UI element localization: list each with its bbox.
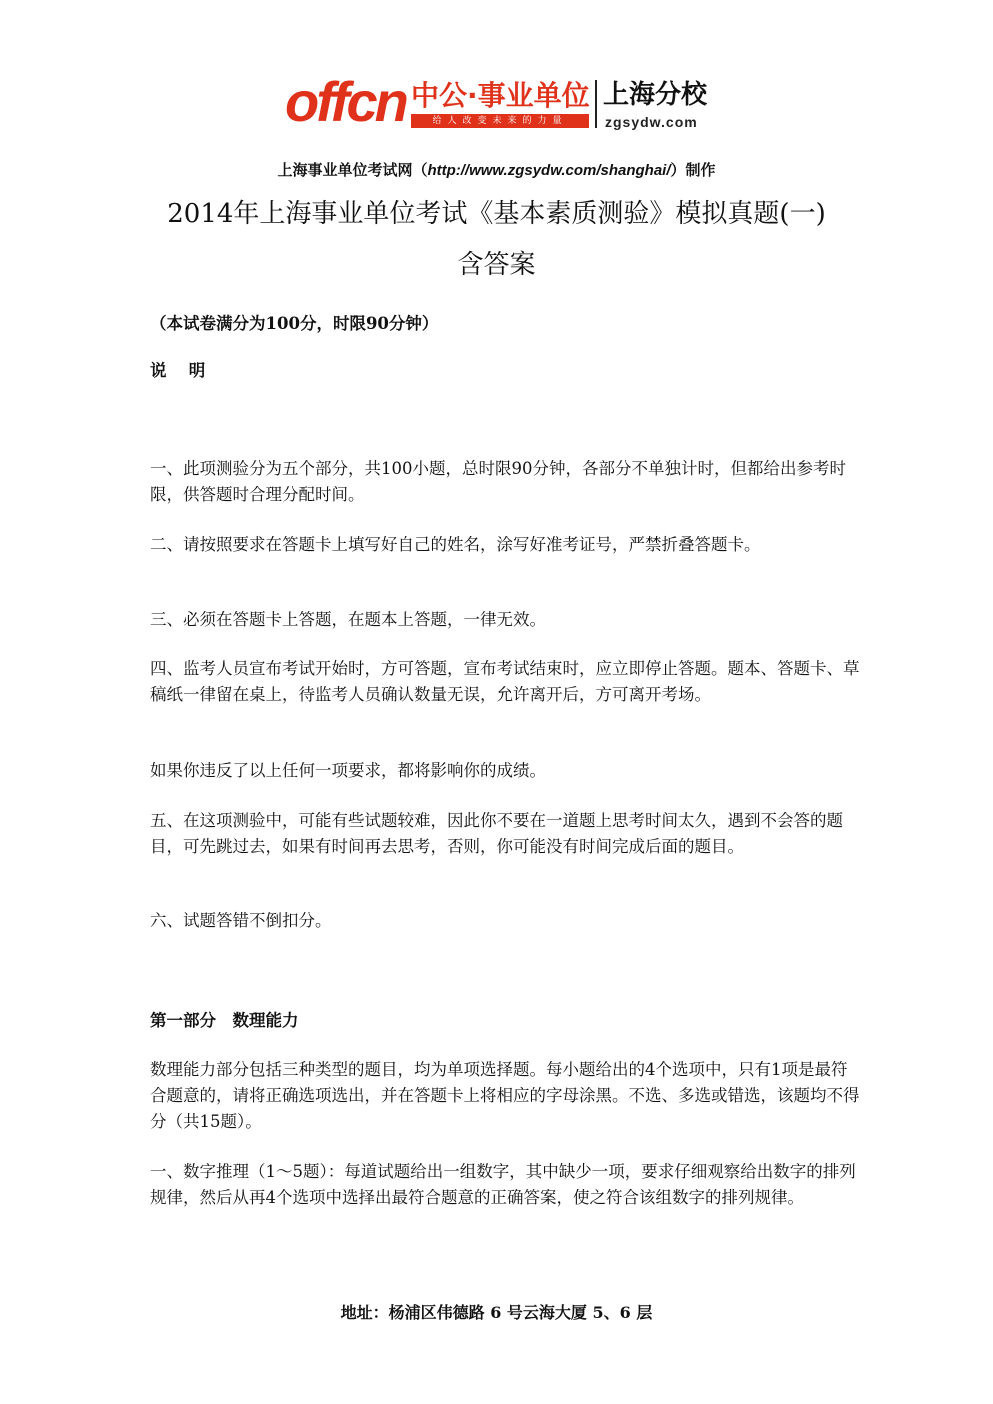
- document-subtitle: 含答案: [457, 250, 536, 280]
- part1-heading: 第一部分 数理能力: [150, 1011, 299, 1030]
- logo-branch: 上海分校: [603, 80, 708, 110]
- footer-address: 地址：杨浦区伟德路 6 号云海大厦 5、6 层: [340, 1303, 653, 1322]
- header-site-name: 上海事业单位考试网（: [277, 161, 428, 179]
- instruction-4: 四、监考人员宣布考试开始时，方可答题，宣布考试结束时，应立即停止答题。题本、答题卡、草稿纸一律留在桌上，待监考人员确认数量无误，允许离开后，方可离开考场。: [150, 659, 860, 704]
- instructions-heading: 说 明: [150, 361, 206, 380]
- logo-brand-name: 中公·事业单位: [411, 79, 590, 112]
- header-url-link[interactable]: http://www.zgsydw.com/shanghai/: [427, 162, 671, 179]
- logo-divider: [595, 80, 597, 128]
- instruction-note: 如果你违反了以上任何一项要求，都将影响你的成绩。: [150, 761, 546, 780]
- logo-slogan: 给人改变未来的力量: [411, 114, 589, 128]
- instruction-3: 三、必须在答题卡上答题，在题本上答题，一律无效。: [150, 610, 546, 629]
- logo-wordmark: offcn: [285, 70, 406, 133]
- instruction-6: 六、试题答错不倒扣分。: [150, 911, 332, 930]
- part1-intro: 数理能力部分包括三种类型的题目，均为单项选择题。每小题给出的4个选项中，只有1项是最符合题意的，请将正确选项选出，并在答题卡上将相应的字母涂黑。不选、多选或错选，该题均不得分（共15题）。: [150, 1060, 860, 1131]
- instruction-1: 一、此项测验分为五个部分，共100小题，总时限90分钟，各部分不单独计时，但都给出参考时限，供答题时合理分配时间。: [150, 459, 846, 504]
- offcn-logo: [285, 70, 715, 138]
- exam-note: （本试卷满分为100分，时限90分钟）: [150, 314, 439, 333]
- document-title: 2014年上海事业单位考试《基本素质测验》模拟真题(一): [167, 199, 826, 229]
- logo-domain: zgsydw.com: [605, 114, 698, 130]
- instruction-2: 二、请按照要求在答题卡上填写好自己的姓名，涂写好准考证号，严禁折叠答题卡。: [150, 535, 761, 554]
- part1-section1: 一、数字推理（1～5题）：每道试题给出一组数字，其中缺少一项，要求仔细观察给出数字的排列规律，然后从再4个选项中选择出最符合题意的正确答案，使之符合该组数字的排列规律。: [150, 1162, 856, 1207]
- instruction-5: 五、在这项测验中，可能有些试题较难，因此你不要在一道题上思考时间太久，遇到不会答的题目，可先跳过去，如果有时间再去思考，否则，你可能没有时间完成后面的题目。: [150, 811, 843, 856]
- header-line: [0, 159, 993, 180]
- header-suffix: ）制作: [670, 161, 716, 179]
